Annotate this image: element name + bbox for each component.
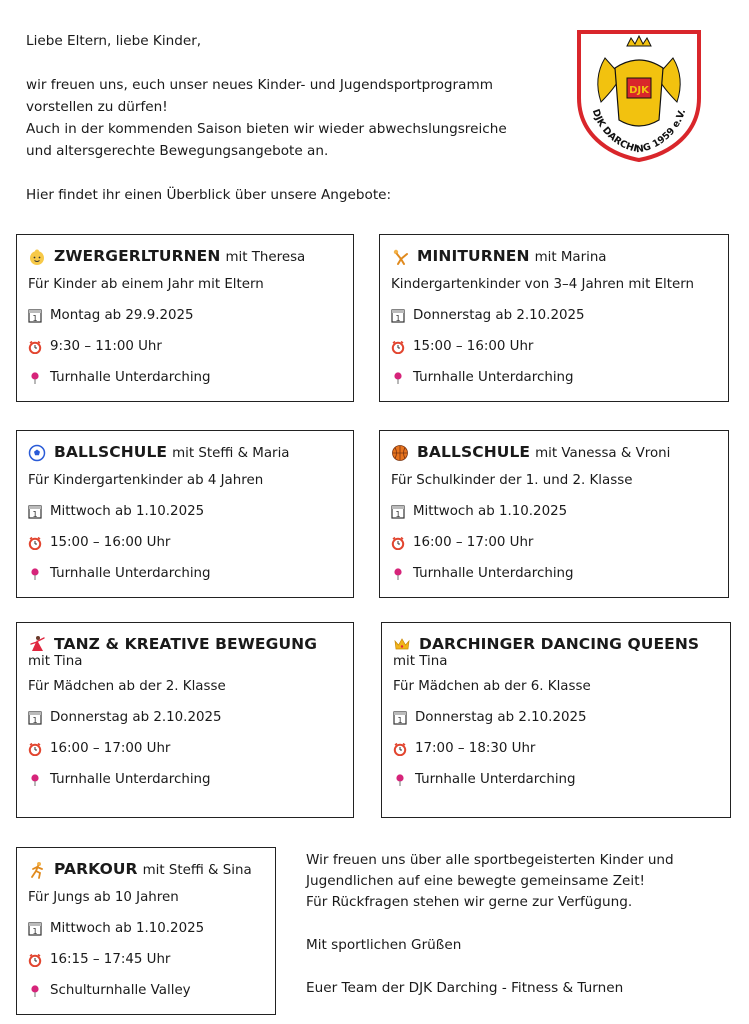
pushpin-icon bbox=[28, 567, 42, 581]
djk-darching-logo bbox=[575, 28, 703, 164]
signature: Euer Team der DJK Darching - Fitness & Turnen bbox=[306, 980, 624, 996]
card-title: BALLSCHULE bbox=[54, 443, 168, 461]
pushpin-icon bbox=[28, 984, 42, 998]
program-card-darchinger-dancing-queens bbox=[381, 622, 731, 818]
card-description: Für Jungs ab 10 Jahren bbox=[28, 890, 179, 905]
card-day: Donnerstag ab 2.10.2025 bbox=[415, 710, 587, 725]
card-place: Turnhalle Unterdarching bbox=[50, 772, 211, 787]
calendar-icon bbox=[28, 309, 42, 323]
program-card-ballschule-vanessa-vroni bbox=[379, 430, 729, 598]
card-day: Mittwoch ab 1.10.2025 bbox=[50, 921, 205, 936]
card-day: Montag ab 29.9.2025 bbox=[50, 308, 194, 323]
card-day: Donnerstag ab 2.10.2025 bbox=[50, 710, 222, 725]
card-place: Turnhalle Unterdarching bbox=[413, 370, 574, 385]
calendar-icon bbox=[391, 505, 405, 519]
card-trainer: mit Steffi & Maria bbox=[172, 446, 290, 461]
card-place: Turnhalle Unterdarching bbox=[415, 772, 576, 787]
program-card-zwergerlturnen bbox=[16, 234, 354, 402]
basketball-emoji-icon bbox=[391, 444, 409, 462]
card-place: Turnhalle Unterdarching bbox=[413, 566, 574, 581]
program-card-ballschule-steffi-maria bbox=[16, 430, 354, 598]
card-time: 16:00 – 17:00 Uhr bbox=[413, 535, 534, 550]
card-trainer: mit Steffi & Sina bbox=[142, 863, 252, 878]
card-place: Turnhalle Unterdarching bbox=[50, 370, 211, 385]
program-card-miniturnen bbox=[379, 234, 729, 402]
closing-line-3: Für Rückfragen stehen wir gerne zur Verfügung. bbox=[306, 894, 633, 910]
card-trainer: mit Marina bbox=[534, 250, 607, 265]
card-time: 16:00 – 17:00 Uhr bbox=[50, 741, 171, 756]
dancer-emoji-icon bbox=[28, 635, 46, 653]
alarm-clock-icon bbox=[391, 340, 405, 354]
card-trainer: mit Theresa bbox=[225, 250, 306, 265]
closing-line-2: Jugendlichen auf eine bewegte gemeinsame Zeit! bbox=[306, 873, 645, 889]
card-day: Mittwoch ab 1.10.2025 bbox=[50, 504, 205, 519]
card-description: Für Schulkinder der 1. und 2. Klasse bbox=[391, 473, 633, 488]
intro-text bbox=[26, 30, 566, 206]
pushpin-icon bbox=[393, 773, 407, 787]
program-card-parkour bbox=[16, 847, 276, 1015]
card-title: TANZ & KREATIVE BEWEGUNG bbox=[54, 635, 318, 653]
card-time: 15:00 – 16:00 Uhr bbox=[50, 535, 171, 550]
closing-text bbox=[306, 850, 736, 999]
card-time: 9:30 – 11:00 Uhr bbox=[50, 339, 162, 354]
intro-line-1: wir freuen uns, euch unser neues Kinder- und Jugendsportprogramm bbox=[26, 77, 493, 93]
intro-line-3: Auch in der kommenden Saison bieten wir wieder abwechslungsreiche bbox=[26, 121, 507, 137]
greeting: Liebe Eltern, liebe Kinder, bbox=[26, 33, 202, 49]
calendar-icon bbox=[393, 711, 407, 725]
closing-line-1: Wir freuen uns über alle sportbegeisterten Kinder und bbox=[306, 852, 674, 868]
card-place: Schulturnhalle Valley bbox=[50, 983, 191, 998]
card-description: Für Mädchen ab der 2. Klasse bbox=[28, 679, 226, 694]
calendar-icon bbox=[28, 922, 42, 936]
intro-line-2: vorstellen zu dürfen! bbox=[26, 99, 168, 115]
card-description: Für Mädchen ab der 6. Klasse bbox=[393, 679, 591, 694]
logo-text: DJK DARCHING 1959 e.V. bbox=[589, 107, 689, 156]
alarm-clock-icon bbox=[391, 536, 405, 550]
alarm-clock-icon bbox=[28, 742, 42, 756]
alarm-clock-icon bbox=[28, 953, 42, 967]
card-description: Für Kindergartenkinder ab 4 Jahren bbox=[28, 473, 264, 488]
card-title: BALLSCHULE bbox=[417, 443, 531, 461]
runner-emoji-icon bbox=[28, 861, 46, 879]
gymnast-emoji-icon bbox=[391, 248, 409, 266]
pushpin-icon bbox=[28, 371, 42, 385]
card-time: 16:15 – 17:45 Uhr bbox=[50, 952, 171, 967]
calendar-icon bbox=[28, 505, 42, 519]
card-trainer: mit Vanessa & Vroni bbox=[535, 446, 671, 461]
card-trainer: mit Tina bbox=[28, 654, 83, 669]
pushpin-icon bbox=[28, 773, 42, 787]
card-title: DARCHINGER DANCING QUEENS bbox=[419, 635, 700, 653]
program-card-tanz-kreative-bewegung bbox=[16, 622, 354, 818]
alarm-clock-icon bbox=[28, 536, 42, 550]
card-trainer: mit Tina bbox=[393, 654, 448, 669]
card-day: Mittwoch ab 1.10.2025 bbox=[413, 504, 568, 519]
baby-emoji-icon bbox=[28, 248, 46, 266]
card-description: Kindergartenkinder von 3–4 Jahren mit Eltern bbox=[391, 277, 695, 292]
card-time: 15:00 – 16:00 Uhr bbox=[413, 339, 534, 354]
calendar-icon bbox=[391, 309, 405, 323]
card-title: ZWERGERLTURNEN bbox=[54, 247, 221, 265]
crown-emoji-icon bbox=[393, 635, 411, 653]
alarm-clock-icon bbox=[393, 742, 407, 756]
pushpin-icon bbox=[391, 567, 405, 581]
card-title: MINITURNEN bbox=[417, 247, 530, 265]
intro-line-4: und altersgerechte Bewegungsangebote an. bbox=[26, 143, 329, 159]
logo-badge: DJK bbox=[629, 85, 649, 96]
card-day: Donnerstag ab 2.10.2025 bbox=[413, 308, 585, 323]
pushpin-icon bbox=[391, 371, 405, 385]
regards: Mit sportlichen Grüßen bbox=[306, 937, 462, 953]
card-time: 17:00 – 18:30 Uhr bbox=[415, 741, 536, 756]
soccer-ball-emoji-icon bbox=[28, 444, 46, 462]
calendar-icon bbox=[28, 711, 42, 725]
alarm-clock-icon bbox=[28, 340, 42, 354]
card-description: Für Kinder ab einem Jahr mit Eltern bbox=[28, 277, 264, 292]
overview-line: Hier findet ihr einen Überblick über unsere Angebote: bbox=[26, 187, 392, 203]
card-place: Turnhalle Unterdarching bbox=[50, 566, 211, 581]
card-title: PARKOUR bbox=[54, 860, 138, 878]
